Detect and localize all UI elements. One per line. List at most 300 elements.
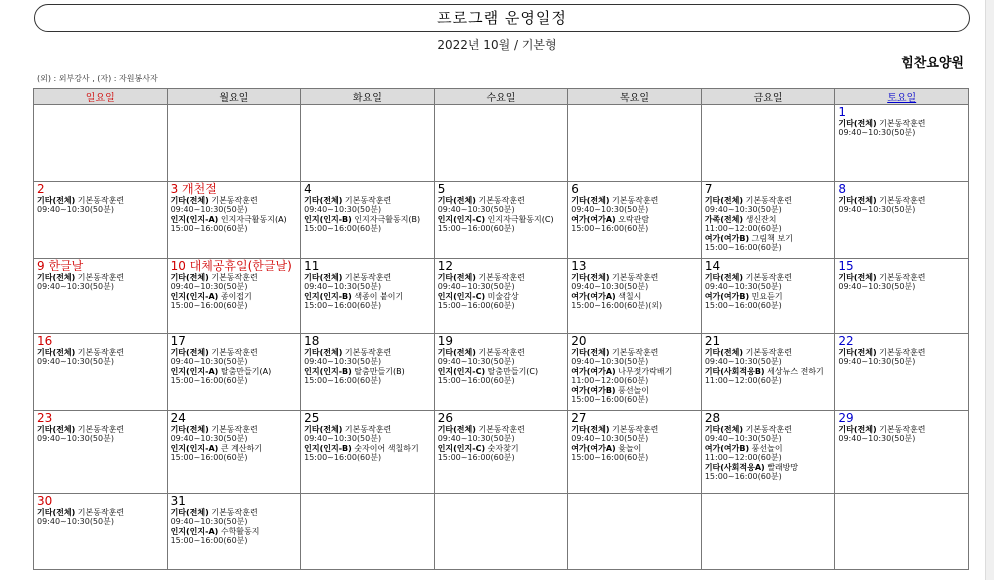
program-name: 생신잔치: [743, 214, 777, 224]
program-category: 여가(여가B): [704, 233, 750, 243]
program-name: 종이접기: [218, 291, 252, 301]
program-category: 기타(전체): [304, 425, 343, 434]
program-time: 09:40~10:30(50분): [170, 205, 248, 215]
calendar-day-cell: [835, 411, 969, 494]
program-category: 인지(인지-A): [170, 526, 219, 536]
program-name: 풍선놀이: [749, 443, 783, 453]
legend-note: (외) : 외부강사 , (자) : 자원봉사자: [37, 74, 158, 83]
program-name: 탈춤만들기(B): [351, 366, 405, 376]
program-entry: [37, 508, 164, 517]
program-category: 기타(전체): [37, 508, 76, 517]
program-category: 기타(전체): [170, 425, 209, 434]
calendar-week-row: [34, 182, 969, 259]
calendar-day-cell: [34, 411, 168, 494]
day-number: 26: [437, 411, 453, 425]
calendar-day-cell: [434, 259, 568, 334]
program-category: 인지(인지-A): [170, 214, 219, 224]
program-time: 15:00~16:00(60분): [304, 453, 382, 463]
day-number: 21: [704, 334, 721, 348]
program-category: 기타(전체): [571, 273, 610, 282]
calendar-day-cell: [167, 105, 301, 182]
program-name: 기본동작훈련: [876, 196, 926, 205]
program-category: 기타(전체): [437, 196, 476, 205]
calendar-table: [33, 88, 969, 570]
program-name: 기본동작훈련: [876, 425, 926, 434]
program-time: 09:40~10:30(50분): [437, 205, 515, 215]
program-time: 09:40~10:30(50분): [37, 357, 114, 367]
program-time: 15:00~16:00(60분): [704, 301, 782, 311]
program-name: 풍선놀이: [615, 385, 650, 395]
day-number: 11: [304, 259, 320, 273]
day-number: 28: [704, 411, 721, 425]
calendar-day-cell: [167, 259, 301, 334]
calendar-day-cell: [434, 411, 568, 494]
program-entry: [838, 196, 965, 205]
organization-name: 힘찬요양원: [901, 56, 964, 71]
calendar-day-cell: [701, 411, 835, 494]
day-number: 18: [304, 334, 320, 348]
calendar-week-row: [34, 259, 969, 334]
program-entry: [705, 215, 832, 224]
program-name: 기본동작훈련: [475, 348, 525, 357]
program-entry: [171, 444, 298, 453]
program-time: 11:00~12:00(60분): [704, 376, 782, 386]
program-name: 빨래방망: [764, 462, 799, 472]
program-time: 11:00~12:00(60분): [571, 376, 649, 386]
calendar-day-cell: [301, 411, 435, 494]
program-entry: [705, 273, 832, 282]
program-entry: [705, 196, 832, 205]
program-category: 기타(전체): [838, 196, 877, 205]
program-entry: [705, 463, 832, 472]
program-time: 09:40~10:30(50분): [571, 205, 649, 215]
program-time: 15:00~16:00(60분): [304, 224, 382, 234]
program-entry: [705, 367, 832, 376]
program-name: 기본동작훈련: [75, 196, 125, 205]
program-time: 09:40~10:30(50분): [704, 205, 782, 215]
day-number: 20: [571, 334, 587, 348]
day-number: 22: [838, 334, 854, 348]
program-category: 기타(전체): [170, 273, 209, 282]
calendar-day-cell: [34, 259, 168, 334]
program-time: 09:40~10:30(50분): [170, 282, 248, 292]
program-name: 미술감상: [485, 291, 519, 301]
calendar-day-cell: [835, 105, 969, 182]
program-time: 09:40~10:30(50분): [304, 434, 382, 444]
program-name: 기본동작훈련: [743, 348, 792, 357]
program-entry: [37, 273, 164, 282]
program-category: 인지(인지-B): [304, 366, 352, 376]
day-number: 12: [437, 259, 453, 273]
program-category: 기타(전체): [571, 425, 610, 434]
program-name: 기본동작훈련: [475, 196, 525, 205]
program-time: 11:00~12:00(60분): [704, 224, 782, 234]
calendar-day-cell: [835, 334, 969, 411]
day-number: 24: [170, 411, 186, 425]
program-time: 15:00~16:00(60분): [571, 224, 649, 234]
weekday-wednesday: 수요일: [434, 89, 568, 105]
program-time: 15:00~16:00(60분): [437, 224, 515, 234]
program-entry: [438, 273, 565, 282]
calendar-day-cell: [701, 259, 835, 334]
program-category: 기타(전체): [37, 348, 76, 357]
day-number: 10 대체공휴일(한글날): [170, 259, 292, 273]
program-time: 15:00~16:00(60분): [170, 453, 248, 463]
program-category: 여가(여가A): [571, 214, 616, 224]
program-entry: [171, 273, 298, 282]
program-entry: [438, 292, 565, 301]
weekday-sunday[interactable]: 일요일: [34, 89, 168, 105]
program-name: 기본동작훈련: [342, 273, 392, 282]
vertical-scrollbar[interactable]: [985, 0, 994, 580]
program-entry: [705, 348, 832, 357]
program-entry: [171, 508, 298, 517]
program-category: 기타(전체): [170, 196, 209, 205]
calendar-day-cell: [34, 334, 168, 411]
program-entry: [304, 348, 431, 357]
program-entry: [705, 234, 832, 243]
program-entry: [838, 425, 965, 434]
program-category: 여가(여가B): [704, 291, 750, 301]
program-entry: [438, 348, 565, 357]
program-name: 기본동작훈련: [876, 348, 926, 357]
program-category: 인지(인지-A): [170, 443, 219, 453]
day-number: 17: [170, 334, 186, 348]
program-category: 기타(전체): [838, 425, 877, 434]
program-time: 11:00~12:00(60분): [704, 453, 782, 463]
program-time: 09:40~10:30(50분): [571, 434, 649, 444]
program-entry: [571, 292, 698, 301]
program-name: 기본동작훈련: [75, 273, 125, 282]
program-time: 09:40~10:30(50분): [437, 357, 515, 367]
program-time: 09:40~10:30(50분): [838, 357, 916, 367]
day-number: 31: [170, 494, 186, 508]
weekday-saturday[interactable]: 토요일: [835, 89, 969, 105]
program-name: 탈춤만들기(C): [485, 366, 539, 376]
calendar-day-cell: [167, 334, 301, 411]
program-time: 09:40~10:30(50분): [170, 517, 248, 527]
program-category: 기타(전체): [437, 425, 476, 434]
program-category: 기타(전체): [838, 273, 877, 282]
day-number: 9 한글날: [37, 259, 84, 273]
program-name: 민요듣기: [749, 291, 783, 301]
program-time: 15:00~16:00(60분): [704, 472, 782, 482]
program-category: 기타(전체): [704, 196, 744, 205]
program-time: 15:00~16:00(60분): [437, 376, 515, 386]
program-time: 09:40~10:30(50분): [437, 282, 515, 292]
program-time: 15:00~16:00(60분): [571, 453, 649, 463]
program-category: 여가(여가A): [571, 443, 616, 453]
program-time: 15:00~16:00(60분): [170, 376, 248, 386]
program-entry: [171, 196, 298, 205]
program-name: 숫자이어 색칠하기: [351, 443, 419, 453]
day-number: 7: [704, 182, 713, 196]
program-entry: [37, 196, 164, 205]
calendar-day-cell: [434, 182, 568, 259]
day-number: 23: [37, 411, 53, 425]
calendar-week-row: [34, 494, 969, 570]
program-time: 09:40~10:30(50분): [571, 282, 649, 292]
program-time: 09:40~10:30(50분): [37, 205, 114, 215]
program-category: 여가(여가B): [704, 443, 750, 453]
program-name: 인지자극활동지(A): [218, 214, 287, 224]
program-entry: [304, 273, 431, 282]
program-name: 기본동작훈련: [75, 348, 125, 357]
program-entry: [705, 292, 832, 301]
day-number: 2: [37, 182, 45, 196]
program-name: 기본동작훈련: [743, 425, 792, 434]
calendar-day-cell: [301, 182, 435, 259]
program-entry: [304, 367, 431, 376]
program-time: 09:40~10:30(50분): [37, 282, 114, 292]
program-time: 09:40~10:30(50분): [571, 357, 649, 367]
day-number: 6: [571, 182, 579, 196]
calendar-day-cell: [301, 494, 435, 570]
program-entry: [571, 348, 698, 357]
program-name: 기본동작훈련: [342, 196, 392, 205]
program-category: 기타(전체): [704, 348, 744, 357]
program-name: 그림책 보기: [749, 233, 793, 243]
program-name: 기본동작훈련: [743, 196, 792, 205]
program-category: 기타(사회적응B): [704, 366, 765, 376]
program-name: 기본동작훈련: [208, 273, 258, 282]
day-number: 19: [437, 334, 453, 348]
program-entry: [438, 444, 565, 453]
program-name: 기본동작훈련: [208, 508, 258, 517]
program-entry: [171, 215, 298, 224]
program-time: 15:00~16:00(60분): [704, 243, 782, 253]
program-time: 15:00~16:00(60분): [304, 376, 382, 386]
program-time: 09:40~10:30(50분): [170, 434, 248, 444]
program-category: 기타(전체): [37, 425, 76, 434]
calendar-day-cell: [701, 105, 835, 182]
program-name: 기본동작훈련: [208, 425, 258, 434]
calendar-week-row: [34, 334, 969, 411]
program-category: 기타(전체): [304, 196, 343, 205]
program-category: 여가(여가A): [571, 291, 616, 301]
calendar-day-cell: [34, 494, 168, 570]
program-category: 인지(인지-B): [304, 214, 352, 224]
program-name: 기본동작훈련: [475, 425, 525, 434]
program-name: 기본동작훈련: [208, 196, 258, 205]
program-category: 기타(전체): [37, 196, 76, 205]
day-number: 4: [304, 182, 312, 196]
calendar-day-cell: [301, 105, 435, 182]
weekday-tuesday: 화요일: [301, 89, 435, 105]
program-name: 기본동작훈련: [609, 348, 659, 357]
program-time: 09:40~10:30(50분): [37, 434, 114, 444]
program-name: 숫자찾기: [485, 443, 519, 453]
calendar-day-cell: [701, 334, 835, 411]
calendar-day-cell: [568, 259, 702, 334]
program-category: 기타(전체): [170, 508, 209, 517]
program-time: 15:00~16:00(60분)(외): [571, 301, 663, 311]
program-entry: [438, 215, 565, 224]
program-entry: [571, 215, 698, 224]
program-entry: [571, 444, 698, 453]
program-name: 기본동작훈련: [75, 425, 125, 434]
program-time: 15:00~16:00(60분): [437, 301, 515, 311]
program-category: 기타(전체): [170, 348, 209, 357]
calendar-day-cell: [167, 411, 301, 494]
program-category: 기타(전체): [437, 273, 476, 282]
calendar-day-cell: [434, 494, 568, 570]
program-category: 기타(전체): [704, 425, 744, 434]
program-time: 09:40~10:30(50분): [838, 205, 916, 215]
program-entry: [37, 348, 164, 357]
program-name: 색종이 붙이기: [351, 291, 404, 301]
program-name: 오락관람: [615, 214, 650, 224]
program-category: 인지(인지-C): [437, 443, 486, 453]
calendar-day-cell: [34, 105, 168, 182]
program-entry: [571, 273, 698, 282]
program-name: 탈춤만들기(A): [218, 366, 272, 376]
program-name: 기본동작훈련: [609, 425, 659, 434]
program-name: 기본동작훈련: [208, 348, 258, 357]
program-time: 09:40~10:30(50분): [704, 434, 782, 444]
program-entry: [438, 367, 565, 376]
program-entry: [171, 367, 298, 376]
calendar-day-cell: [568, 334, 702, 411]
program-time: 09:40~10:30(50분): [704, 357, 782, 367]
page-subtitle: 2022년 10월 / 기본형: [437, 38, 557, 52]
program-time: 09:40~10:30(50분): [838, 282, 916, 292]
program-entry: [571, 196, 698, 205]
program-category: 기타(전체): [304, 348, 343, 357]
calendar-day-cell: [301, 334, 435, 411]
day-number: 1: [838, 105, 847, 119]
program-category: 기타(전체): [838, 119, 877, 128]
program-entry: [705, 444, 832, 453]
program-time: 15:00~16:00(60분): [571, 395, 649, 405]
day-number: 25: [304, 411, 320, 425]
program-entry: [171, 425, 298, 434]
program-entry: [838, 273, 965, 282]
calendar-week-row: [34, 411, 969, 494]
program-name: 색칠시: [615, 291, 642, 301]
day-number: 16: [37, 334, 53, 348]
program-name: 기본동작훈련: [876, 119, 926, 128]
day-number: 14: [704, 259, 721, 273]
program-entry: [838, 119, 965, 128]
program-entry: [304, 425, 431, 434]
program-category: 기타(전체): [704, 273, 744, 282]
program-category: 기타(사회적응A): [704, 462, 765, 472]
program-category: 기타(전체): [838, 348, 877, 357]
program-time: 09:40~10:30(50분): [838, 128, 916, 138]
program-category: 인지(인지-C): [437, 366, 486, 376]
program-category: 여가(여가A): [571, 366, 616, 376]
program-name: 수학활동지: [218, 526, 260, 536]
day-number: 5: [437, 182, 446, 196]
day-number: 3 개천절: [170, 182, 217, 196]
program-entry: [304, 444, 431, 453]
program-name: 큰 계산하기: [218, 443, 263, 453]
program-entry: [838, 348, 965, 357]
calendar-day-cell: [568, 494, 702, 570]
day-number: 30: [37, 494, 53, 508]
program-time: 09:40~10:30(50분): [304, 282, 382, 292]
program-category: 기타(전체): [437, 348, 476, 357]
program-time: 09:40~10:30(50분): [304, 205, 382, 215]
program-name: 세상뉴스 전하기: [764, 366, 824, 376]
program-name: 윷놀이: [615, 443, 642, 453]
calendar-day-cell: [835, 259, 969, 334]
calendar-day-cell: [701, 182, 835, 259]
program-category: 인지(인지-B): [304, 443, 352, 453]
weekday-monday: 월요일: [167, 89, 301, 105]
calendar-day-cell: [568, 105, 702, 182]
weekday-friday: 금요일: [701, 89, 835, 105]
program-name: 기본동작훈련: [609, 273, 659, 282]
program-time: 09:40~10:30(50분): [704, 282, 782, 292]
program-name: 기본동작훈련: [475, 273, 525, 282]
program-time: 09:40~10:30(50분): [170, 357, 248, 367]
calendar-day-cell: [434, 105, 568, 182]
program-entry: [37, 425, 164, 434]
program-name: 인지자극활동지(C): [485, 214, 554, 224]
program-time: 09:40~10:30(50분): [37, 517, 114, 527]
program-category: 기타(전체): [571, 348, 610, 357]
program-category: 인지(인지-A): [170, 366, 219, 376]
program-entry: [304, 196, 431, 205]
calendar-day-cell: [568, 182, 702, 259]
weekday-thursday: 목요일: [568, 89, 702, 105]
program-category: 인지(인지-A): [170, 291, 219, 301]
program-category: 인지(인지-C): [437, 291, 486, 301]
program-entry: [571, 367, 698, 376]
program-category: 인지(인지-C): [437, 214, 486, 224]
weekday-header-row: [34, 89, 969, 105]
calendar-day-cell: [568, 411, 702, 494]
day-number: 27: [571, 411, 587, 425]
day-number: 13: [571, 259, 587, 273]
calendar-day-cell: [835, 182, 969, 259]
program-time: 15:00~16:00(60분): [170, 224, 248, 234]
program-entry: [304, 215, 431, 224]
program-entry: [171, 292, 298, 301]
calendar-day-cell: [34, 182, 168, 259]
program-entry: [705, 425, 832, 434]
program-name: 인지자극활동지(B): [351, 214, 421, 224]
program-category: 기타(전체): [571, 196, 610, 205]
program-entry: [571, 425, 698, 434]
program-entry: [438, 425, 565, 434]
program-category: 인지(인지-B): [304, 291, 352, 301]
program-time: 15:00~16:00(60분): [437, 453, 515, 463]
program-time: 15:00~16:00(60분): [304, 301, 382, 311]
day-number: 29: [838, 411, 854, 425]
calendar-day-cell: [835, 494, 969, 570]
calendar-day-cell: [167, 494, 301, 570]
program-entry: [171, 527, 298, 536]
program-name: 기본동작훈련: [75, 508, 125, 517]
program-name: 나무젓가락배기: [615, 366, 673, 376]
program-category: 가족(전체): [704, 214, 744, 224]
program-name: 기본동작훈련: [609, 196, 659, 205]
program-time: 09:40~10:30(50분): [304, 357, 382, 367]
calendar-day-cell: [701, 494, 835, 570]
program-category: 기타(전체): [304, 273, 343, 282]
day-number: 8: [838, 182, 847, 196]
program-name: 기본동작훈련: [342, 348, 392, 357]
program-entry: [304, 292, 431, 301]
calendar-week-row: [34, 105, 969, 182]
program-time: 15:00~16:00(60분): [170, 301, 248, 311]
calendar-day-cell: [167, 182, 301, 259]
program-entry: [171, 348, 298, 357]
program-time: 09:40~10:30(50분): [437, 434, 515, 444]
